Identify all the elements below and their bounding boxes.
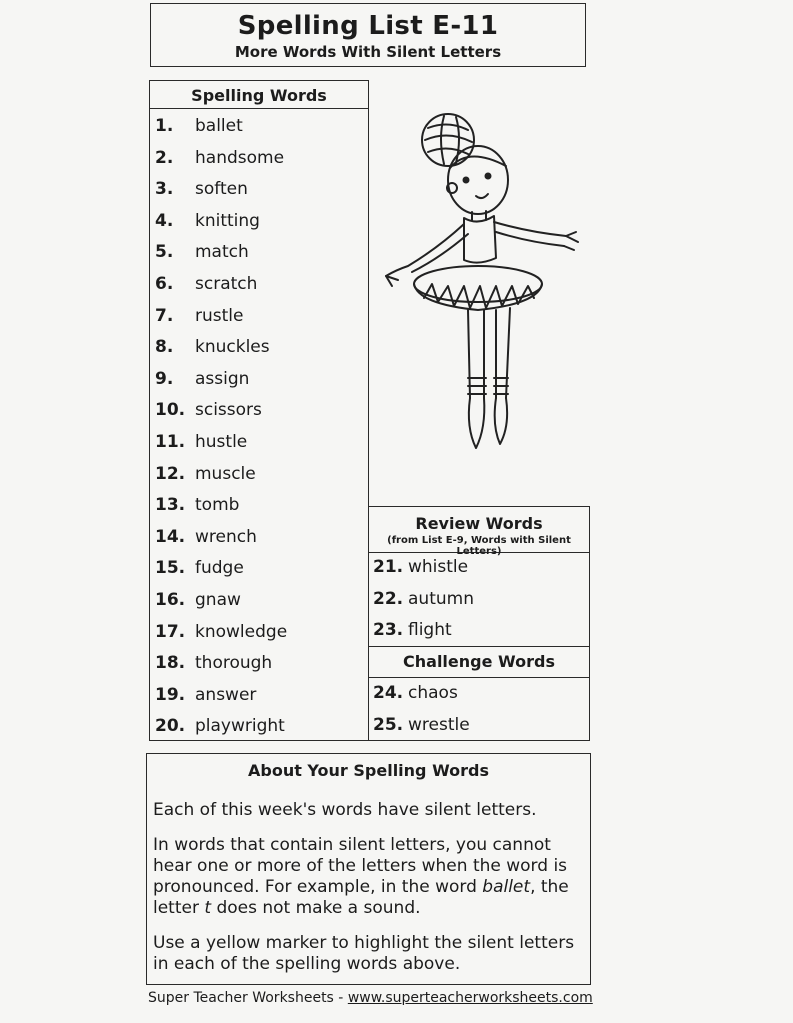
review-words-title: Review Words: [415, 514, 543, 533]
about-paragraph-1: Each of this week's words have silent letters.: [153, 800, 537, 820]
review-word-number: 22.: [373, 588, 404, 609]
spelling-word-number: 5.: [155, 242, 174, 263]
challenge-word-number: 24.: [373, 683, 404, 703]
spelling-word-word: gnaw: [195, 590, 241, 610]
spelling-words-table: [149, 80, 369, 741]
spelling-word-word: playwright: [195, 716, 285, 737]
spelling-word-number: 20.: [155, 716, 186, 737]
spelling-word-word: handsome: [195, 147, 285, 168]
review-word-word: whistle: [408, 557, 469, 577]
spelling-word-word: hustle: [195, 432, 248, 452]
spelling-word-word: answer: [195, 684, 257, 705]
title-box: [150, 3, 586, 67]
spelling-word-number: 4.: [155, 210, 174, 231]
ballerina-illustration: [378, 108, 588, 463]
spelling-word-number: 15.: [155, 558, 186, 579]
spelling-word-number: 9.: [155, 368, 174, 389]
spelling-word-word: knowledge: [195, 621, 288, 642]
spelling-word-word: tomb: [195, 495, 240, 516]
footer: [148, 990, 593, 1006]
spelling-word-number: 11.: [155, 432, 186, 452]
spelling-word-word: scratch: [195, 274, 258, 294]
spelling-word-number: 19.: [155, 684, 186, 705]
spelling-word-word: rustle: [195, 305, 244, 326]
spelling-word-number: 8.: [155, 337, 174, 358]
spelling-word-word: muscle: [195, 463, 256, 484]
about-paragraph-3: Use a yellow marker to highlight the silent letters in each of the spelling words above.: [153, 933, 575, 974]
spelling-word-word: fudge: [195, 558, 244, 579]
review-word-number: 23.: [373, 620, 404, 641]
challenge-word-word: chaos: [408, 683, 458, 703]
spelling-word-number: 6.: [155, 274, 174, 294]
about-box: [146, 753, 591, 985]
footer-link[interactable]: www.superteacherworksheets.com: [347, 990, 593, 1006]
spelling-word-word: wrench: [195, 526, 257, 547]
challenge-word-word: wrestle: [408, 715, 470, 735]
spelling-word-word: soften: [195, 179, 248, 200]
spelling-word-word: match: [195, 242, 249, 263]
page-title: Spelling List E-11: [237, 11, 499, 41]
spelling-word-number: 10.: [155, 400, 186, 421]
challenge-word-number: 25.: [373, 715, 404, 735]
spelling-word-number: 13.: [155, 495, 186, 516]
spelling-word-number: 2.: [155, 147, 174, 168]
review-words-header: [369, 507, 589, 557]
challenge-words-header: Challenge Words: [369, 646, 589, 678]
review-word-word: flight: [408, 620, 452, 641]
spelling-word-word: scissors: [195, 400, 262, 421]
page-subtitle: More Words With Silent Letters: [234, 43, 502, 61]
spelling-word-number: 14.: [155, 526, 186, 547]
footer-text: Super Teacher Worksheets -: [148, 990, 348, 1006]
spelling-word-number: 1.: [155, 116, 174, 136]
review-words-note: (from List E-9, Words with Silent Letters): [387, 535, 571, 557]
spelling-word-word: thorough: [195, 653, 273, 674]
review-challenge-table: [368, 506, 590, 741]
about-paragraph-2: In words that contain silent letters, you cannot hear one or more of the letters when the word is pronounced. For example, in the word ballet, the letter t does not make a sound.: [153, 835, 569, 918]
spelling-word-number: 17.: [155, 621, 186, 642]
spelling-word-number: 12.: [155, 463, 186, 484]
review-word-word: autumn: [408, 588, 474, 609]
spelling-word-word: ballet: [195, 116, 243, 136]
spelling-word-word: knitting: [195, 210, 260, 231]
spelling-word-word: knuckles: [195, 337, 270, 358]
spelling-words-header: Spelling Words: [150, 81, 368, 109]
review-word-number: 21.: [373, 557, 404, 577]
spelling-word-number: 16.: [155, 590, 186, 610]
about-title: About Your Spelling Words: [247, 761, 490, 780]
spelling-word-number: 7.: [155, 305, 174, 326]
spelling-word-word: assign: [195, 368, 250, 389]
spelling-word-number: 3.: [155, 179, 174, 200]
spelling-word-number: 18.: [155, 653, 186, 674]
